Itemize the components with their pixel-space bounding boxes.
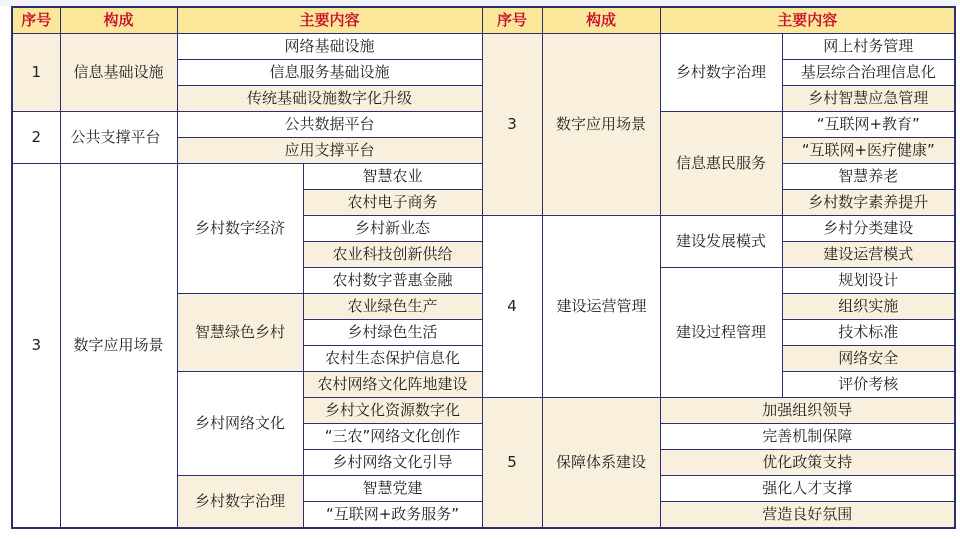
group-cell: 建设过程管理: [660, 268, 782, 398]
content-cell: 传统基础设施数字化升级: [177, 86, 482, 112]
item-cell: 乡村网络文化引导: [303, 450, 482, 476]
content-cell: 公共数据平台: [177, 112, 482, 138]
item-cell: 农业科技创新供给: [303, 242, 482, 268]
item-cell: 乡村智慧应急管理: [782, 86, 955, 112]
comp-cell: 建设运营管理: [542, 216, 660, 398]
item-cell: 乡村新业态: [303, 216, 482, 242]
group-cell: 信息惠民服务: [660, 112, 782, 216]
item-cell: 乡村分类建设: [782, 216, 955, 242]
composition-table: [11, 6, 956, 529]
item-cell: “三农”网络文化创作: [303, 424, 482, 450]
item-cell: 评价考核: [782, 372, 955, 398]
item-cell: 农村网络文化阵地建设: [303, 372, 482, 398]
item-cell: 智慧农业: [303, 164, 482, 190]
item-cell: 智慧养老: [782, 164, 955, 190]
header-comp: 构成: [60, 7, 177, 34]
seq-cell: 5: [482, 398, 542, 529]
header-row: [12, 7, 955, 34]
item-cell: “互联网+政务服务”: [303, 502, 482, 529]
item-cell: 技术标准: [782, 320, 955, 346]
content-cell: 营造良好氛围: [660, 502, 955, 529]
group-cell: 智慧绿色乡村: [177, 294, 303, 372]
content-cell: 完善机制保障: [660, 424, 955, 450]
content-cell: 优化政策支持: [660, 450, 955, 476]
item-cell: 网络安全: [782, 346, 955, 372]
group-cell: 乡村数字治理: [660, 34, 782, 112]
header-seq: 序号: [482, 7, 542, 34]
content-cell: 应用支撑平台: [177, 138, 482, 164]
item-cell: 农业绿色生产: [303, 294, 482, 320]
group-cell: 乡村数字治理: [177, 476, 303, 529]
seq-cell: 3: [12, 164, 60, 529]
comp-cell: 信息基础设施: [60, 34, 177, 112]
group-cell: 乡村网络文化: [177, 372, 303, 476]
item-cell: “互联网+医疗健康”: [782, 138, 955, 164]
seq-cell: 2: [12, 112, 60, 164]
item-cell: 农村数字普惠金融: [303, 268, 482, 294]
item-cell: 乡村数字素养提升: [782, 190, 955, 216]
item-cell: 基层综合治理信息化: [782, 60, 955, 86]
seq-cell: 4: [482, 216, 542, 398]
item-cell: “互联网+教育”: [782, 112, 955, 138]
group-cell: 建设发展模式: [660, 216, 782, 268]
item-cell: 智慧党建: [303, 476, 482, 502]
comp-cell: 数字应用场景: [542, 34, 660, 216]
item-cell: 网上村务管理: [782, 34, 955, 60]
header-seq: 序号: [12, 7, 60, 34]
item-cell: 乡村绿色生活: [303, 320, 482, 346]
item-cell: 农村生态保护信息化: [303, 346, 482, 372]
item-cell: 农村电子商务: [303, 190, 482, 216]
group-cell: 乡村数字经济: [177, 164, 303, 294]
content-cell: 加强组织领导: [660, 398, 955, 424]
item-cell: 乡村文化资源数字化: [303, 398, 482, 424]
content-cell: 信息服务基础设施: [177, 60, 482, 86]
item-cell: 组织实施: [782, 294, 955, 320]
content-cell: 强化人才支撑: [660, 476, 955, 502]
content-cell: 网络基础设施: [177, 34, 482, 60]
item-cell: 规划设计: [782, 268, 955, 294]
header-content: 主要内容: [660, 7, 955, 34]
seq-cell: 3: [482, 34, 542, 216]
comp-cell: 数字应用场景: [60, 164, 177, 529]
comp-cell: 保障体系建设: [542, 398, 660, 529]
header-content: 主要内容: [177, 7, 482, 34]
comp-cell: 公共支撑平台: [60, 112, 177, 164]
header-comp: 构成: [542, 7, 660, 34]
seq-cell: 1: [12, 34, 60, 112]
item-cell: 建设运营模式: [782, 242, 955, 268]
